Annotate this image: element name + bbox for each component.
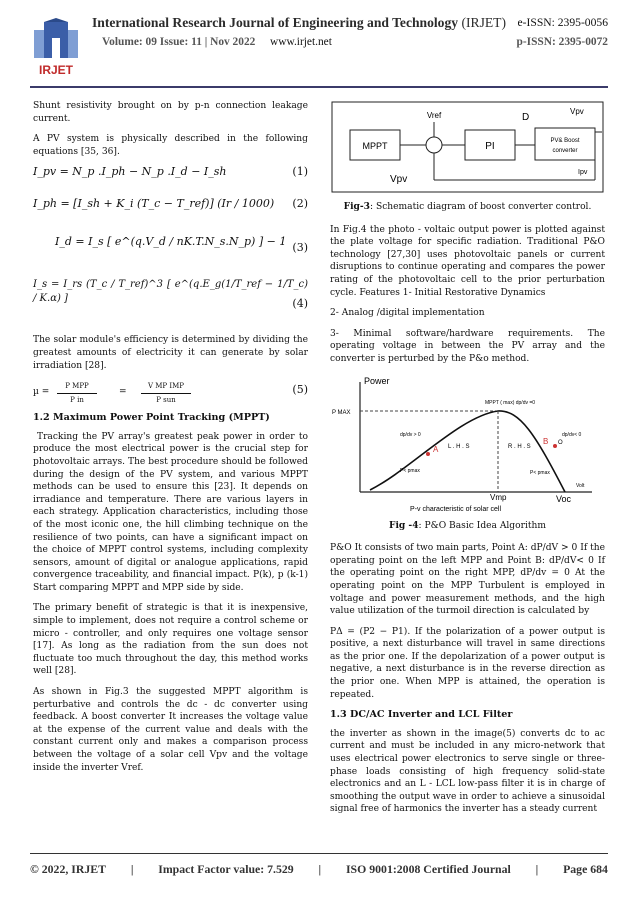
p-lt-pmax-right: P< pmax xyxy=(530,469,550,476)
lhs-label: L . H . S xyxy=(448,443,470,450)
mu-symbol: µ = xyxy=(33,387,50,398)
mppt-point-label: MPPT ( max) dp/dv =0 xyxy=(485,399,536,406)
separator: | xyxy=(535,862,539,876)
figure-4-inner-title: P-v characteristic of solar cell xyxy=(410,505,502,513)
paragraph: P&O It consists of two main parts, Point A: dP/dV > 0 If the operating point on the left MPP and Point B: dP/dV< 0 If the operating point on the right MPP, dP/dv = 0 At the operating point on the MPP Turbulent is employed in voltage and power measurement methods, and the high value utilization of the turmoil direction is calculated by xyxy=(330,543,605,617)
equals-sign: = xyxy=(119,387,127,398)
pv-boost-block xyxy=(535,128,595,160)
left-slope-label: dp/dv > 0 xyxy=(400,431,421,438)
vpv-bottom-label: Vpv xyxy=(390,174,408,185)
equation-number: (1) xyxy=(292,165,308,179)
paragraph: 2- Analog /digital implementation xyxy=(330,308,485,319)
equation-4 xyxy=(33,278,308,328)
separator: | xyxy=(318,862,322,876)
volt-label: Volt xyxy=(576,482,585,489)
logo-text: IRJET xyxy=(38,63,74,77)
equation-2 xyxy=(33,198,308,230)
ipv-label: Ipv xyxy=(578,169,588,176)
pv-boost-label-2: converter xyxy=(552,148,578,154)
pv-curve xyxy=(370,411,565,492)
power-axis-label: Power xyxy=(364,375,390,386)
voc-label: Voc xyxy=(556,493,572,504)
volume-issue: Volume: 09 Issue: 11 | Nov 2022 xyxy=(102,36,256,48)
page-number: Page 684 xyxy=(563,862,608,876)
separator: | xyxy=(130,862,134,876)
paragraph: As shown in Fig.3 the suggested MPPT algorithm is perturbative and controls the dc - dc converter using feedback. A boost converter It increases the voltage value at the expense of the current value and deals with the constant current only and makes a comparison process between the voltage of a solar cell Vpv and the voltage inside the inverter Vref. xyxy=(33,687,308,773)
pv-characteristic-diagram xyxy=(330,374,605,514)
copyright: © 2022, IRJET xyxy=(30,862,106,876)
equation-number: (5) xyxy=(292,383,308,397)
eissn: e-ISSN: 2395-0056 xyxy=(517,16,608,29)
point-a-label: A xyxy=(433,444,439,454)
fraction-2: V MP IMP P sun xyxy=(141,380,191,406)
point-o-label: O xyxy=(558,439,563,446)
equation-1 xyxy=(33,166,308,192)
section-heading: 1.3 DC/AC Inverter and LCL Filter xyxy=(330,709,513,721)
paragraph: the inverter as shown in the image(5) converts dc to ac current and must be included in any micro-network that uses electrical power electronics to serve single or three-phase loads consisting of high frequency solid-state electronics and an L - LCL low-pass filter it is in charge of smoothing the output wave in order to achieve a sinusoidal signal free of harmonics the inverter has a steady current xyxy=(330,728,605,815)
paragraph: Tracking the PV array's greatest peak power in order to produce the most electrical power is the crucial step for photovoltaic arrays. The best procedure should be followed during the design of the PV system, and various MPPT methods can be used to ensure this [23]. It depends on irradiance and temperature. There are various layers in each strategy. Application characteristics, including those of the most iconic one, the hill climbing technique on the resilience of two points, can have a significant impact on the choice of MPPT control systems, including complexity sensors, amount of digital or analogue applications, rapid convergence traceability, and financial impact. P(k), p (k-1) Start comparing MPPT and MPP side by side. xyxy=(33,431,308,593)
equation-text: I_d = I_s [ e^(q.V_d / nK.T.N_s.N_p) ] − 1 xyxy=(55,235,287,249)
point-b-label: B xyxy=(543,436,549,446)
figure-4 xyxy=(330,374,605,514)
d-label: D xyxy=(522,112,530,123)
vref-label: Vref xyxy=(426,111,442,120)
mppt-label: MPPT xyxy=(362,141,388,151)
paragraph: Shunt resistivity brought on by p-n connection leakage current. xyxy=(33,101,308,124)
section-heading: 1.2 Maximum Power Point Tracking (MPPT) xyxy=(33,412,270,424)
irjet-logo xyxy=(30,18,82,80)
paragraph: A PV system is physically described in the following equations [35, 36]. xyxy=(33,134,308,157)
vpv-top-label: Vpv xyxy=(570,107,584,116)
paragraph: 3- Minimal software/hardware requirements. The operating voltage in between the PV array and the converter is perturbed by the P&o method. xyxy=(330,328,605,364)
header-divider xyxy=(30,86,608,88)
rhs-label: R . H . S xyxy=(508,443,531,450)
impact-factor: Impact Factor value: 7.529 xyxy=(158,862,294,876)
footer-divider xyxy=(30,853,608,854)
equation-number: (4) xyxy=(292,297,308,311)
boost-control-diagram xyxy=(330,100,605,195)
paragraph: In Fig.4 the photo - voltaic output power is plotted against the plate voltage for specific radiation. Traditional P&O technology [27,30] uses photovoltaic panels or current disruptions to continue operating and compares the power rating of the photovoltaic cell to the prior perturbation cycle. Features 1- Initial Restorative Dynamics xyxy=(330,224,605,298)
p-lt-pmax-left: P< pmax xyxy=(400,467,420,474)
fraction-1: P MPP P in xyxy=(57,380,97,406)
journal-url[interactable]: www.irjet.net xyxy=(270,36,332,48)
journal-title: International Research Journal of Engineering and Technology (IRJET) xyxy=(92,15,507,30)
pmax-label: P MAX xyxy=(332,409,351,416)
paragraph: PΔ = (P2 − P1). If the polarization of a power output is positive, a next disturbance will travel in same directions as the prior one. If the depolarization of a power output is negative, a next disturbance is in the reverse direction as the prior one. When MPP is attained, the operation is repeated. xyxy=(330,626,605,700)
vmp-label: Vmp xyxy=(490,492,507,502)
figure-4-caption: Fig -4: P&O Basic Idea Algorithm xyxy=(389,519,546,531)
paragraph: The solar module's efficiency is determined by dividing the greatest amounts of electricity it can generate by solar irradiation [28]. xyxy=(33,335,308,371)
figure-3 xyxy=(330,100,605,195)
equation-text: I_ph = [I_sh + K_i (T_c − T_ref)] (Ir / 1000) xyxy=(33,197,275,211)
equation-text: I_pv = N_p .I_ph − N_p .I_d − I_sh xyxy=(33,165,227,179)
figure-3-caption: Fig-3: Schematic diagram of boost converter control. xyxy=(343,201,592,212)
left-column xyxy=(33,100,308,782)
iso-certification: ISO 9001:2008 Certified Journal xyxy=(345,862,511,876)
pi-label: PI xyxy=(485,141,495,152)
page-header xyxy=(0,0,638,88)
equation-number: (2) xyxy=(292,197,308,211)
pissn: p-ISSN: 2395-0072 xyxy=(516,36,608,48)
paragraph: The primary benefit of strategic is that it is inexpensive, simple to implement, does not require a control scheme or micro - controller, and only requires one voltage sensor [17]. As long as the radiation from the sun does not fluctuate too much throughout the day, this method works well [28]. xyxy=(33,603,308,677)
equation-3 xyxy=(33,236,308,272)
pv-boost-label-1: PV& Boost xyxy=(550,138,580,144)
right-column xyxy=(330,100,605,824)
page-footer xyxy=(30,862,608,877)
right-slope-label: dp/dv< 0 xyxy=(562,431,582,438)
equation-text: I_s = I_rs (T_c / T_ref)^3 [ e^(q.E_g(1/T_ref − 1/T_c) / K.α) ] xyxy=(33,279,308,304)
summing-junction xyxy=(426,137,442,153)
equation-5 xyxy=(33,380,308,406)
equation-number: (3) xyxy=(292,241,308,255)
